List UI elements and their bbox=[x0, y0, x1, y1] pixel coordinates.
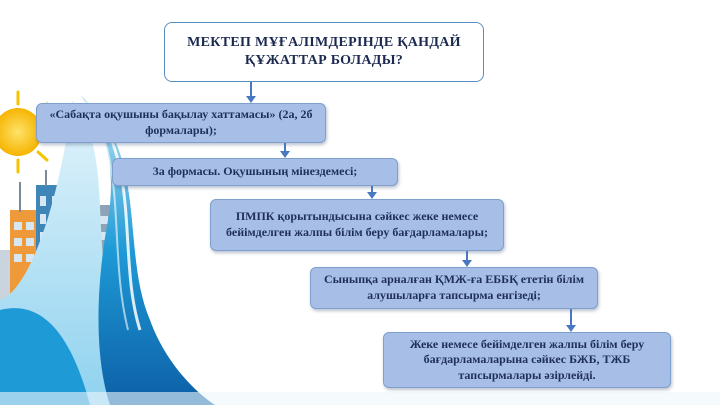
flow-arrow-2 bbox=[280, 143, 290, 158]
flow-arrow-3 bbox=[367, 186, 377, 199]
step-box-4 bbox=[310, 267, 598, 309]
step-text-5: Жеке немесе бейімделген жалпы білім беру бағдарламаларына сәйкес БЖБ, ТЖБ тапсырмалары әзірлейді. bbox=[409, 336, 645, 382]
diagram-title-box bbox=[164, 22, 484, 82]
step-text-4: Сыныпқа арналған ҚМЖ-ға ЕББҚ ететін білім алушыларға тапсырма енгізеді; bbox=[323, 272, 585, 302]
step-box-2 bbox=[112, 158, 398, 186]
step-box-1 bbox=[36, 103, 326, 143]
flow-arrow-5 bbox=[566, 309, 576, 332]
step-text-1: «Сабақта оқушыны бақылау хаттамасы» (2а, 2б формалары); bbox=[49, 107, 313, 137]
step-box-3 bbox=[210, 199, 504, 251]
flow-arrow-4 bbox=[462, 251, 472, 267]
flow-arrow-1 bbox=[246, 82, 256, 103]
step-text-3: ПМПК қорытындысына сәйкес жеке немесе бейімделген жалпы білім беру бағдарламалары; bbox=[226, 209, 488, 239]
step-box-5 bbox=[383, 332, 671, 388]
step-text-2: 3а формасы. Оқушының мінездемесі; bbox=[152, 164, 358, 179]
diagram-title: МЕКТЕП МҰҒАЛІМДЕРІНДЕ ҚАНДАЙ ҚҰЖАТТАР БОЛАДЫ? bbox=[187, 34, 461, 68]
